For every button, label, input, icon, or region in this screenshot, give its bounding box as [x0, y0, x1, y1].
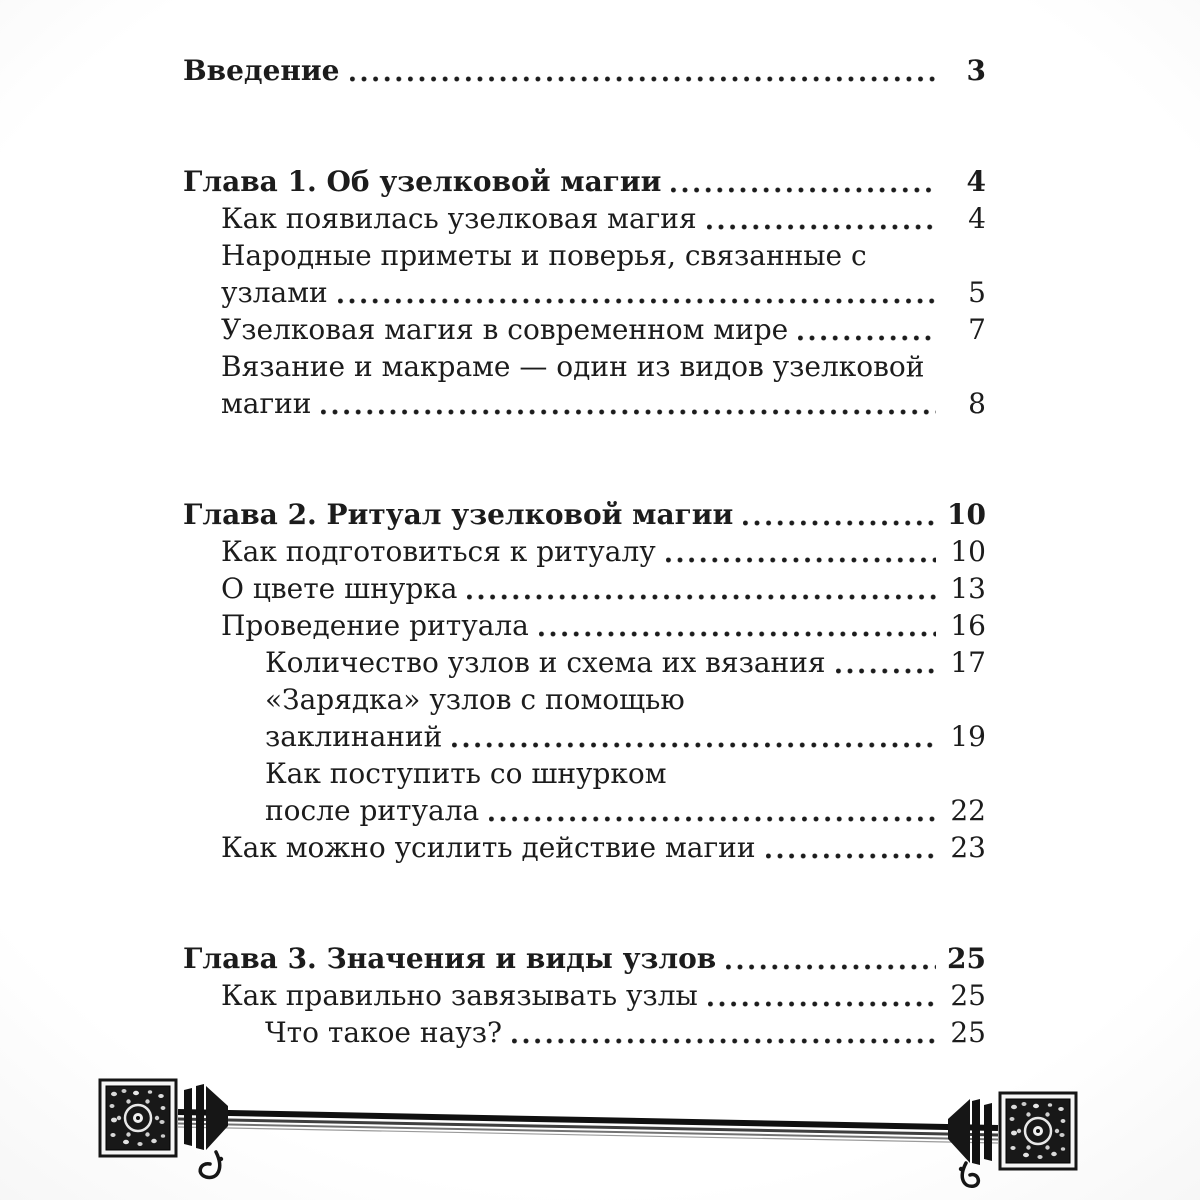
toc-chapter-row [183, 496, 986, 533]
toc-page-number: 7 [968, 313, 986, 346]
toc-entry-row [183, 274, 986, 311]
dot-leader [766, 852, 937, 860]
dot-leader [707, 223, 936, 231]
toc-page-number: 25 [950, 979, 986, 1012]
toc-entry-row [183, 1014, 986, 1051]
toc-page-number: 5 [968, 276, 986, 309]
toc-entry-row [183, 755, 986, 792]
toc-entry-label: Как подготовиться к ритуалу [221, 535, 656, 568]
dot-leader [798, 334, 936, 342]
toc-page-number: 23 [950, 831, 986, 864]
toc-entry-label: О цвете шнурка [221, 572, 458, 605]
toc-page-number: 22 [950, 794, 986, 827]
dot-leader [489, 815, 936, 823]
dot-leader [338, 297, 936, 305]
dot-leader [512, 1037, 936, 1045]
toc-entry-label: «Зарядка» узлов с помощью [265, 683, 685, 716]
toc-entry-row [183, 200, 986, 237]
dot-leader [666, 556, 936, 564]
toc-entry-row [183, 977, 986, 1014]
toc-entry-row [183, 533, 986, 570]
toc-entry-row [183, 385, 986, 422]
toc-entry-label: Народные приметы и поверья, связанные с [221, 239, 867, 272]
toc-entry-label: Количество узлов и схема их вязания [265, 646, 826, 679]
toc-entry-label: заклинаний [265, 720, 443, 753]
toc-entry-row [183, 237, 986, 274]
dot-leader [726, 963, 936, 971]
toc-entry-label: Как поступить со шнурком [265, 757, 667, 790]
toc-entry-row [183, 829, 986, 866]
divider-rod [178, 1112, 998, 1143]
toc-entry-row [183, 792, 986, 829]
toc-entry-label: Как появилась узелковая магия [221, 202, 697, 235]
dot-leader [708, 1000, 936, 1008]
toc-entry-label: Вязание и макраме — один из видов узелковой [221, 350, 925, 383]
toc-entry-row [183, 681, 986, 718]
divider-end-block-left [100, 1080, 176, 1156]
toc-entry-row [183, 570, 986, 607]
toc-entry-row [183, 607, 986, 644]
toc-entry-row [183, 644, 986, 681]
toc-page-number: 19 [950, 720, 986, 753]
toc-page-number: 13 [950, 572, 986, 605]
toc-entry-row [183, 718, 986, 755]
dot-leader [350, 75, 937, 83]
toc-chapter-row [183, 52, 986, 89]
toc-entry-label: Глава 3. Значения и виды узлов [183, 942, 717, 975]
dot-leader [452, 741, 936, 749]
toc-page-number: 25 [947, 942, 986, 975]
toc-chapter-row [183, 940, 986, 977]
toc-entry-row [183, 348, 986, 385]
toc-page-number: 4 [966, 165, 986, 198]
dot-leader [321, 408, 936, 416]
toc-entry-label: магии [221, 387, 312, 420]
toc-entry-label: Проведение ритуала [221, 609, 529, 642]
toc-entry-label: Глава 1. Об узелковой магии [183, 165, 662, 198]
toc-page-number: 17 [950, 646, 986, 679]
divider-collar-left [184, 1084, 228, 1177]
toc-entry-label: Узелковая магия в современном мире [221, 313, 789, 346]
toc-chapter-row [183, 163, 986, 200]
toc-entry-label: Глава 2. Ритуал узелковой магии [183, 498, 734, 531]
toc-page-number: 10 [950, 535, 986, 568]
dot-leader [467, 593, 936, 601]
toc-entry-label: Что такое науз? [265, 1016, 503, 1049]
toc-page-number: 25 [950, 1016, 986, 1049]
dot-leader [671, 186, 936, 194]
toc-entry-label: Введение [183, 54, 340, 87]
toc-entry-row [183, 311, 986, 348]
toc-page-number: 4 [968, 202, 986, 235]
dot-leader [539, 630, 936, 638]
divider-collar-right [948, 1099, 992, 1186]
toc-list [183, 52, 986, 1051]
toc-page-number: 16 [950, 609, 986, 642]
divider-end-block-right [1000, 1093, 1076, 1169]
dot-leader [743, 519, 936, 527]
toc-entry-label: после ритуала [265, 794, 480, 827]
dot-leader [836, 667, 936, 675]
ornamental-divider [88, 1060, 1098, 1192]
toc-page-number: 10 [947, 498, 986, 531]
toc-page-number: 3 [966, 54, 986, 87]
toc-entry-label: Как правильно завязывать узлы [221, 979, 698, 1012]
toc-page-number: 8 [968, 387, 986, 420]
toc-entry-label: Как можно усилить действие магии [221, 831, 756, 864]
toc-entry-label: узлами [221, 276, 328, 309]
